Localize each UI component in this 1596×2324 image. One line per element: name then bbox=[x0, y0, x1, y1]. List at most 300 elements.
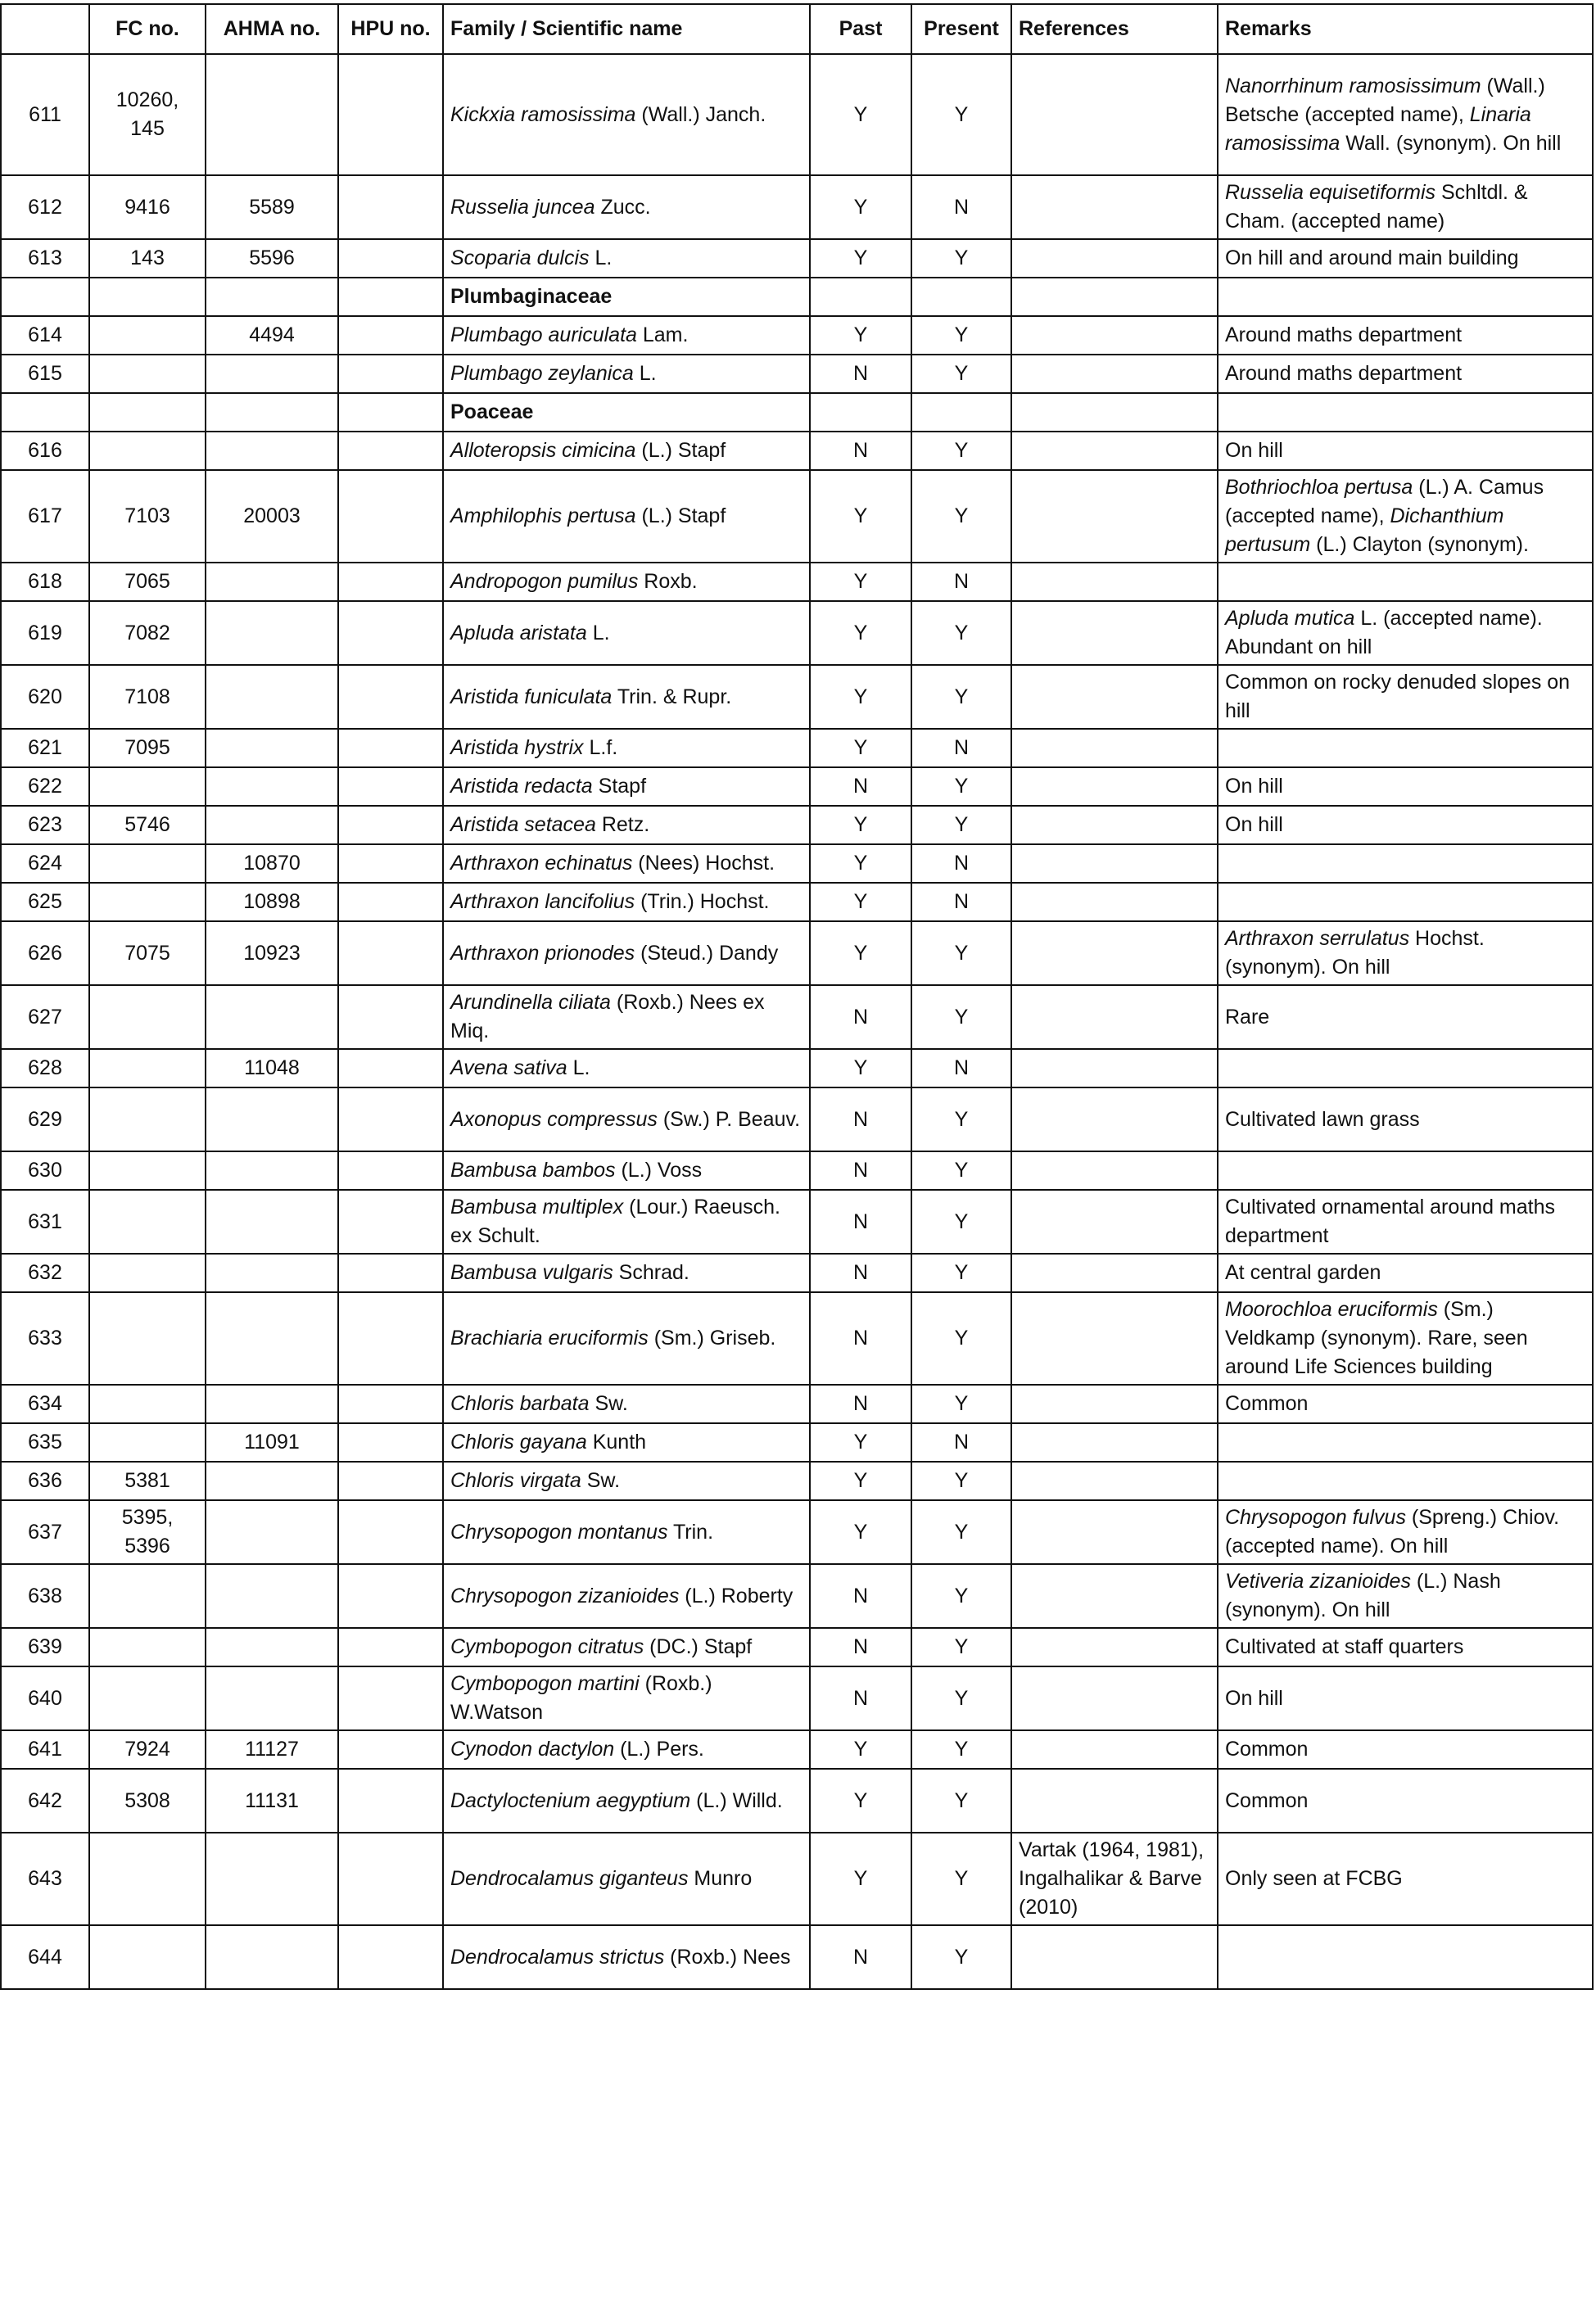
hpu-number bbox=[338, 470, 443, 563]
fc-number bbox=[89, 355, 206, 393]
present-status: Y bbox=[911, 1462, 1011, 1500]
present-status: Y bbox=[911, 1087, 1011, 1151]
italic-text: Arundinella ciliata bbox=[450, 991, 611, 1014]
plain-text: (DC.) Stapf bbox=[644, 1635, 753, 1658]
references bbox=[1011, 355, 1218, 393]
plain-text: (L.) Clayton (synonym). bbox=[1310, 533, 1529, 556]
fc-number: 10260, 145 bbox=[89, 54, 206, 175]
table-row bbox=[1, 1833, 1593, 1925]
plain-text: Trin. & Rupr. bbox=[612, 685, 732, 708]
ahma-number bbox=[206, 729, 338, 767]
italic-text: Amphilophis pertusa bbox=[450, 504, 636, 527]
italic-text: Chloris gayana bbox=[450, 1431, 587, 1454]
present-status: Y bbox=[911, 470, 1011, 563]
hpu-number bbox=[338, 1769, 443, 1833]
references bbox=[1011, 1151, 1218, 1190]
present-status: Y bbox=[911, 54, 1011, 175]
scientific-name bbox=[443, 175, 810, 239]
present-status: Y bbox=[911, 1628, 1011, 1666]
fc-number bbox=[89, 432, 206, 470]
italic-text: Bothriochloa pertusa bbox=[1225, 476, 1413, 499]
hpu-number bbox=[338, 1190, 443, 1254]
references bbox=[1011, 1628, 1218, 1666]
references bbox=[1011, 1190, 1218, 1254]
serial-number: 628 bbox=[1, 1049, 89, 1087]
serial-number: 624 bbox=[1, 844, 89, 883]
plain-text: Common on rocky denuded slopes on hill bbox=[1225, 671, 1571, 722]
references bbox=[1011, 1564, 1218, 1628]
past-status: N bbox=[810, 432, 911, 470]
empty-cell bbox=[89, 393, 206, 432]
hpu-number bbox=[338, 1564, 443, 1628]
table-row bbox=[1, 1423, 1593, 1462]
plain-text: Wall. (synonym). On hill bbox=[1340, 131, 1562, 155]
references bbox=[1011, 1385, 1218, 1423]
ahma-number bbox=[206, 1666, 338, 1730]
hpu-number bbox=[338, 985, 443, 1049]
header-remarks: Remarks bbox=[1218, 4, 1593, 54]
plain-text: Munro bbox=[688, 1867, 753, 1890]
header-serial bbox=[1, 4, 89, 54]
remarks bbox=[1218, 470, 1593, 563]
scientific-name bbox=[443, 316, 810, 355]
ahma-number bbox=[206, 806, 338, 844]
references bbox=[1011, 54, 1218, 175]
serial-number: 631 bbox=[1, 1190, 89, 1254]
italic-text: Aristida setacea bbox=[450, 813, 596, 836]
serial-number: 633 bbox=[1, 1292, 89, 1385]
hpu-number bbox=[338, 1462, 443, 1500]
serial-number: 619 bbox=[1, 601, 89, 665]
plain-text: Around maths department bbox=[1225, 323, 1463, 346]
past-status: N bbox=[810, 1292, 911, 1385]
scientific-name bbox=[443, 1087, 810, 1151]
references bbox=[1011, 1292, 1218, 1385]
remarks bbox=[1218, 175, 1593, 239]
plain-text: L. (accepted name). Abundant on hill bbox=[1225, 607, 1543, 658]
fc-number: 7095 bbox=[89, 729, 206, 767]
empty-cell bbox=[89, 278, 206, 316]
references bbox=[1011, 432, 1218, 470]
plain-text: (Sw.) P. Beauv. bbox=[657, 1107, 801, 1131]
italic-text: Axonopus compressus bbox=[450, 1107, 658, 1131]
references bbox=[1011, 601, 1218, 665]
italic-text: Vetiveria zizanioides bbox=[1225, 1570, 1411, 1593]
family-row bbox=[1, 278, 1593, 316]
remarks bbox=[1218, 1462, 1593, 1500]
present-status: N bbox=[911, 1423, 1011, 1462]
hpu-number bbox=[338, 355, 443, 393]
fc-number bbox=[89, 767, 206, 806]
past-status: Y bbox=[810, 601, 911, 665]
serial-number: 612 bbox=[1, 175, 89, 239]
references bbox=[1011, 239, 1218, 278]
present-status: Y bbox=[911, 1925, 1011, 1989]
plain-text: (Steud.) Dandy bbox=[635, 941, 779, 965]
ahma-number: 20003 bbox=[206, 470, 338, 563]
plain-text: Lam. bbox=[636, 323, 689, 346]
fc-number bbox=[89, 1254, 206, 1292]
hpu-number bbox=[338, 1925, 443, 1989]
remarks bbox=[1218, 1385, 1593, 1423]
fc-number bbox=[89, 1925, 206, 1989]
empty-cell bbox=[206, 278, 338, 316]
plain-text: (L.) Roberty bbox=[679, 1584, 793, 1607]
serial-number: 613 bbox=[1, 239, 89, 278]
table-row bbox=[1, 767, 1593, 806]
past-status: Y bbox=[810, 563, 911, 601]
present-status: N bbox=[911, 844, 1011, 883]
present-status: Y bbox=[911, 355, 1011, 393]
serial-number: 614 bbox=[1, 316, 89, 355]
plain-text: On hill bbox=[1225, 1686, 1283, 1710]
hpu-number bbox=[338, 767, 443, 806]
hpu-number bbox=[338, 921, 443, 985]
table-row bbox=[1, 316, 1593, 355]
plain-text: (Wall.) Janch. bbox=[635, 102, 766, 126]
italic-text: Scoparia dulcis bbox=[450, 246, 590, 269]
past-status: Y bbox=[810, 1769, 911, 1833]
empty-cell bbox=[206, 393, 338, 432]
past-status: Y bbox=[810, 883, 911, 921]
serial-number: 638 bbox=[1, 1564, 89, 1628]
table-row bbox=[1, 729, 1593, 767]
plain-text: Stapf bbox=[592, 775, 647, 798]
serial-number: 621 bbox=[1, 729, 89, 767]
plain-text: Common bbox=[1225, 1738, 1309, 1761]
past-status: Y bbox=[810, 921, 911, 985]
scientific-name bbox=[443, 985, 810, 1049]
ahma-number bbox=[206, 1462, 338, 1500]
present-status: Y bbox=[911, 1730, 1011, 1769]
fc-number: 9416 bbox=[89, 175, 206, 239]
italic-text: Apluda aristata bbox=[450, 621, 587, 644]
past-status: Y bbox=[810, 316, 911, 355]
italic-text: Chrysopogon montanus bbox=[450, 1520, 668, 1544]
empty-cell bbox=[338, 393, 443, 432]
present-status: N bbox=[911, 1049, 1011, 1087]
plain-text: At central garden bbox=[1225, 1261, 1381, 1284]
table-row bbox=[1, 1049, 1593, 1087]
italic-text: Dactyloctenium aegyptium bbox=[450, 1788, 691, 1812]
references bbox=[1011, 1666, 1218, 1730]
plain-text: (Roxb.) W.Watson bbox=[450, 1672, 712, 1724]
fc-number bbox=[89, 1049, 206, 1087]
past-status: N bbox=[810, 985, 911, 1049]
scientific-name bbox=[443, 729, 810, 767]
serial-number: 634 bbox=[1, 1385, 89, 1423]
header-present: Present bbox=[911, 4, 1011, 54]
fc-number: 7108 bbox=[89, 665, 206, 729]
italic-text: Aristida hystrix bbox=[450, 736, 584, 759]
scientific-name bbox=[443, 1564, 810, 1628]
table-row bbox=[1, 806, 1593, 844]
plain-text: Roxb. bbox=[638, 570, 698, 593]
serial-number: 642 bbox=[1, 1769, 89, 1833]
table-row bbox=[1, 175, 1593, 239]
table-row bbox=[1, 665, 1593, 729]
past-status: Y bbox=[810, 1049, 911, 1087]
present-status: Y bbox=[911, 601, 1011, 665]
plain-text: L.f. bbox=[583, 736, 618, 759]
empty-cell bbox=[1011, 278, 1218, 316]
table-row bbox=[1, 1666, 1593, 1730]
ahma-number bbox=[206, 355, 338, 393]
references bbox=[1011, 883, 1218, 921]
past-status: N bbox=[810, 1925, 911, 1989]
italic-text: Arthraxon serrulatus bbox=[1225, 927, 1410, 950]
ahma-number: 10923 bbox=[206, 921, 338, 985]
plain-text: Only seen at FCBG bbox=[1225, 1867, 1403, 1890]
present-status: Y bbox=[911, 1769, 1011, 1833]
italic-text: Arthraxon echinatus bbox=[450, 852, 633, 875]
references bbox=[1011, 563, 1218, 601]
table-row bbox=[1, 1462, 1593, 1500]
fc-number: 5746 bbox=[89, 806, 206, 844]
empty-cell bbox=[1218, 393, 1593, 432]
hpu-number bbox=[338, 1151, 443, 1190]
ahma-number bbox=[206, 1292, 338, 1385]
hpu-number bbox=[338, 806, 443, 844]
references bbox=[1011, 1462, 1218, 1500]
fc-number bbox=[89, 1190, 206, 1254]
past-status: N bbox=[810, 1385, 911, 1423]
plain-text: L. bbox=[586, 621, 610, 644]
italic-text: Arthraxon prionodes bbox=[450, 941, 635, 965]
fc-number bbox=[89, 844, 206, 883]
serial-number: 626 bbox=[1, 921, 89, 985]
present-status: Y bbox=[911, 1564, 1011, 1628]
present-status: Y bbox=[911, 239, 1011, 278]
plain-text: On hill bbox=[1225, 439, 1283, 462]
remarks bbox=[1218, 355, 1593, 393]
ahma-number bbox=[206, 1500, 338, 1564]
hpu-number bbox=[338, 239, 443, 278]
plain-text: L. bbox=[633, 362, 657, 385]
table-row bbox=[1, 54, 1593, 175]
plain-text: (Nees) Hochst. bbox=[632, 852, 775, 875]
fc-number bbox=[89, 883, 206, 921]
remarks bbox=[1218, 883, 1593, 921]
ahma-number bbox=[206, 1385, 338, 1423]
fc-number bbox=[89, 1628, 206, 1666]
plain-text: (Wall.) Betsche (accepted name), bbox=[1225, 74, 1545, 126]
italic-text: Avena sativa bbox=[450, 1056, 567, 1079]
ahma-number bbox=[206, 1925, 338, 1989]
remarks bbox=[1218, 729, 1593, 767]
plain-text: Trin. bbox=[667, 1520, 714, 1544]
scientific-name bbox=[443, 1666, 810, 1730]
italic-text: Aristida funiculata bbox=[450, 685, 613, 708]
hpu-number bbox=[338, 1049, 443, 1087]
present-status: Y bbox=[911, 921, 1011, 985]
present-status: Y bbox=[911, 1666, 1011, 1730]
table-row bbox=[1, 1564, 1593, 1628]
scientific-name bbox=[443, 806, 810, 844]
fc-number: 7075 bbox=[89, 921, 206, 985]
present-status: Y bbox=[911, 1385, 1011, 1423]
scientific-name bbox=[443, 1292, 810, 1385]
empty-cell bbox=[1218, 278, 1593, 316]
hpu-number bbox=[338, 432, 443, 470]
italic-text: Apluda mutica bbox=[1225, 607, 1355, 630]
present-status: Y bbox=[911, 985, 1011, 1049]
remarks bbox=[1218, 1925, 1593, 1989]
ahma-number bbox=[206, 1628, 338, 1666]
fc-number: 7065 bbox=[89, 563, 206, 601]
hpu-number bbox=[338, 563, 443, 601]
italic-text: Plumbago auriculata bbox=[450, 323, 637, 346]
scientific-name bbox=[443, 767, 810, 806]
references bbox=[1011, 1423, 1218, 1462]
hpu-number bbox=[338, 1628, 443, 1666]
past-status: N bbox=[810, 1254, 911, 1292]
fc-number bbox=[89, 1564, 206, 1628]
present-status: Y bbox=[911, 1292, 1011, 1385]
italic-text: Nanorrhinum ramosissimum bbox=[1225, 74, 1481, 97]
scientific-name bbox=[443, 470, 810, 563]
plain-text: L. bbox=[589, 246, 613, 269]
scientific-name bbox=[443, 355, 810, 393]
past-status: Y bbox=[810, 665, 911, 729]
italic-text: Cymbopogon martini bbox=[450, 1672, 640, 1695]
remarks bbox=[1218, 1190, 1593, 1254]
hpu-number bbox=[338, 601, 443, 665]
plain-text: Common bbox=[1225, 1392, 1309, 1415]
ahma-number bbox=[206, 767, 338, 806]
hpu-number bbox=[338, 844, 443, 883]
italic-text: Alloteropsis cimicina bbox=[450, 439, 636, 462]
present-status: Y bbox=[911, 316, 1011, 355]
serial-number: 636 bbox=[1, 1462, 89, 1500]
references bbox=[1011, 921, 1218, 985]
fc-number: 7082 bbox=[89, 601, 206, 665]
table-row bbox=[1, 1151, 1593, 1190]
serial-number: 617 bbox=[1, 470, 89, 563]
ahma-number bbox=[206, 1564, 338, 1628]
plain-text: Cultivated ornamental around maths department bbox=[1225, 1196, 1556, 1247]
remarks bbox=[1218, 1049, 1593, 1087]
scientific-name bbox=[443, 1769, 810, 1833]
past-status: N bbox=[810, 1666, 911, 1730]
hpu-number bbox=[338, 1730, 443, 1769]
empty-cell bbox=[810, 393, 911, 432]
hpu-number bbox=[338, 1087, 443, 1151]
ahma-number bbox=[206, 1254, 338, 1292]
serial-number: 611 bbox=[1, 54, 89, 175]
references bbox=[1011, 1087, 1218, 1151]
serial-number: 620 bbox=[1, 665, 89, 729]
plain-text: Around maths department bbox=[1225, 362, 1463, 385]
hpu-number bbox=[338, 54, 443, 175]
header-ahma-no: AHMA no. bbox=[206, 4, 338, 54]
past-status: Y bbox=[810, 54, 911, 175]
ahma-number: 11048 bbox=[206, 1049, 338, 1087]
remarks bbox=[1218, 767, 1593, 806]
plain-text: L. bbox=[567, 1056, 590, 1079]
empty-cell bbox=[1011, 393, 1218, 432]
empty-cell bbox=[911, 393, 1011, 432]
remarks bbox=[1218, 1151, 1593, 1190]
italic-text: Russelia equisetiformis bbox=[1225, 181, 1436, 204]
ahma-number bbox=[206, 1087, 338, 1151]
remarks bbox=[1218, 1423, 1593, 1462]
hpu-number bbox=[338, 316, 443, 355]
table-body bbox=[1, 54, 1593, 1989]
references bbox=[1011, 1254, 1218, 1292]
present-status: Y bbox=[911, 432, 1011, 470]
plain-text: Common bbox=[1225, 1788, 1309, 1812]
references bbox=[1011, 985, 1218, 1049]
italic-text: Chloris barbata bbox=[450, 1392, 590, 1415]
fc-number bbox=[89, 1292, 206, 1385]
table-row bbox=[1, 1254, 1593, 1292]
fc-number bbox=[89, 1087, 206, 1151]
serial-number: 632 bbox=[1, 1254, 89, 1292]
ahma-number: 11131 bbox=[206, 1769, 338, 1833]
serial-number: 641 bbox=[1, 1730, 89, 1769]
remarks bbox=[1218, 921, 1593, 985]
plain-text: (L.) Willd. bbox=[690, 1788, 783, 1812]
scientific-name bbox=[443, 239, 810, 278]
hpu-number bbox=[338, 883, 443, 921]
serial-number: 643 bbox=[1, 1833, 89, 1925]
ahma-number bbox=[206, 1190, 338, 1254]
present-status: Y bbox=[911, 767, 1011, 806]
italic-text: Moorochloa eruciformis bbox=[1225, 1298, 1438, 1321]
hpu-number bbox=[338, 1385, 443, 1423]
references bbox=[1011, 767, 1218, 806]
serial-number: 616 bbox=[1, 432, 89, 470]
fc-number: 5308 bbox=[89, 1769, 206, 1833]
remarks bbox=[1218, 54, 1593, 175]
hpu-number bbox=[338, 1666, 443, 1730]
scientific-name bbox=[443, 1254, 810, 1292]
past-status: Y bbox=[810, 239, 911, 278]
empty-cell bbox=[338, 278, 443, 316]
present-status: Y bbox=[911, 665, 1011, 729]
plain-text: (L.) Pers. bbox=[614, 1738, 704, 1761]
scientific-name bbox=[443, 1730, 810, 1769]
fc-number bbox=[89, 1151, 206, 1190]
plain-text: Cultivated at staff quarters bbox=[1225, 1635, 1464, 1658]
references bbox=[1011, 1730, 1218, 1769]
ahma-number: 10898 bbox=[206, 883, 338, 921]
past-status: N bbox=[810, 355, 911, 393]
scientific-name bbox=[443, 1190, 810, 1254]
present-status: Y bbox=[911, 806, 1011, 844]
italic-text: Bambusa bambos bbox=[450, 1159, 616, 1182]
table-row bbox=[1, 239, 1593, 278]
remarks bbox=[1218, 432, 1593, 470]
references bbox=[1011, 1049, 1218, 1087]
fc-number bbox=[89, 316, 206, 355]
past-status: Y bbox=[810, 175, 911, 239]
plain-text: (Spreng.) Chiov. (accepted name). On hill bbox=[1225, 1506, 1560, 1558]
header-hpu-no: HPU no. bbox=[338, 4, 443, 54]
plain-text: (L.) Stapf bbox=[635, 439, 726, 462]
ahma-number bbox=[206, 985, 338, 1049]
plain-text: (L.) Stapf bbox=[635, 504, 726, 527]
ahma-number bbox=[206, 1151, 338, 1190]
past-status: N bbox=[810, 1564, 911, 1628]
table-row bbox=[1, 985, 1593, 1049]
hpu-number bbox=[338, 1254, 443, 1292]
remarks bbox=[1218, 316, 1593, 355]
remarks bbox=[1218, 1833, 1593, 1925]
header-row bbox=[1, 4, 1593, 54]
remarks bbox=[1218, 563, 1593, 601]
